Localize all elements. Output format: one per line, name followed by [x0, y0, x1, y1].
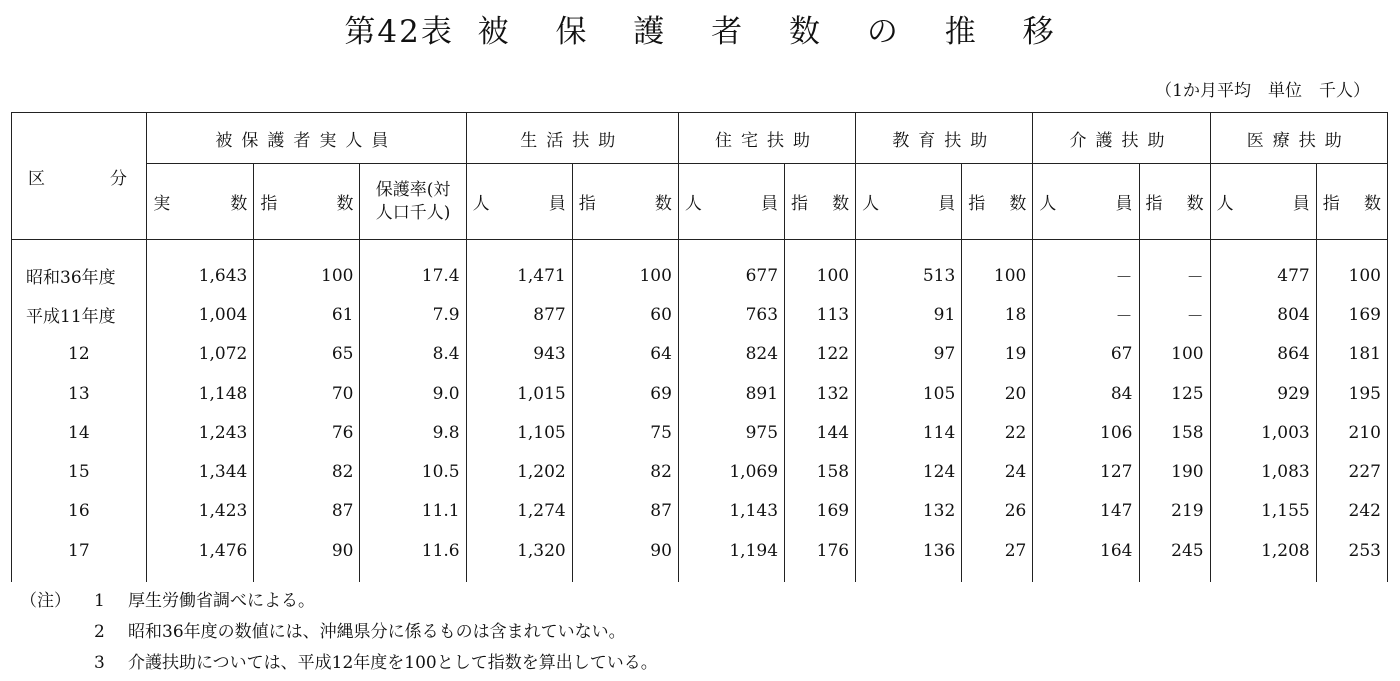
table-row [12, 531, 1388, 582]
header-rate: 保護率(対 人口千人) [360, 164, 466, 240]
table-cell: 190 [1139, 452, 1210, 491]
page-title [0, 6, 1400, 51]
row-label: 15 [12, 452, 147, 491]
row-label: 14 [12, 413, 147, 452]
table-row [12, 295, 1388, 334]
table-cell: 100 [1139, 335, 1210, 374]
table-cell: 864 [1210, 335, 1316, 374]
table-cell: 144 [785, 413, 856, 452]
table-cell: 124 [856, 452, 962, 491]
row-label: 平成11年度 [12, 295, 147, 334]
table-cell: 176 [785, 531, 856, 582]
header-group-iryo: 医療扶助 [1210, 113, 1387, 164]
row-label: 17 [12, 531, 147, 582]
table-cell: － [1139, 240, 1210, 296]
header-shisu: 指 数 [1316, 164, 1387, 240]
table-cell: 90 [254, 531, 360, 582]
table-cell: 929 [1210, 374, 1316, 413]
table-cell: 100 [785, 240, 856, 296]
table-cell: 1,069 [678, 452, 784, 491]
note-item: 2 昭和36年度の数値には、沖縄県分に係るものは含まれていない。 [94, 622, 626, 642]
row-label: 12 [12, 335, 147, 374]
notes [20, 586, 658, 679]
table-cell: 1,202 [466, 452, 572, 491]
unit-note: （1か月平均 単位 千人） [1155, 81, 1370, 101]
table-cell: 804 [1210, 295, 1316, 334]
table-cell: － [1139, 295, 1210, 334]
table-cell: 75 [572, 413, 678, 452]
table-cell: 136 [856, 531, 962, 582]
table-cell: 24 [962, 452, 1033, 491]
table-cell: 87 [572, 492, 678, 531]
table-cell: 1,083 [1210, 452, 1316, 491]
table-cell: 84 [1033, 374, 1139, 413]
table-cell: 253 [1316, 531, 1387, 582]
table-cell: 9.8 [360, 413, 466, 452]
table-cell: 106 [1033, 413, 1139, 452]
data-table [11, 112, 1388, 582]
table-cell: 132 [856, 492, 962, 531]
title-text: 被 保 護 者 数 の 推 移 [477, 14, 1056, 50]
table-cell: 100 [572, 240, 678, 296]
table-cell: 26 [962, 492, 1033, 531]
table-cell: 1,015 [466, 374, 572, 413]
table-cell: 7.9 [360, 295, 466, 334]
table-cell: 76 [254, 413, 360, 452]
table-cell: 242 [1316, 492, 1387, 531]
table-cell: 195 [1316, 374, 1387, 413]
table-cell: 22 [962, 413, 1033, 452]
table-cell: 1,004 [147, 295, 254, 334]
table-cell: 147 [1033, 492, 1139, 531]
table-row [12, 413, 1388, 452]
table-cell: － [1033, 240, 1139, 296]
table-cell: 1,643 [147, 240, 254, 296]
table-cell: 1,208 [1210, 531, 1316, 582]
table-cell: 1,148 [147, 374, 254, 413]
table-cell: 1,476 [147, 531, 254, 582]
table-cell: 1,423 [147, 492, 254, 531]
table-cell: 677 [678, 240, 784, 296]
table-cell: 27 [962, 531, 1033, 582]
table-cell: 1,471 [466, 240, 572, 296]
table-cell: 20 [962, 374, 1033, 413]
table-cell: 1,003 [1210, 413, 1316, 452]
table-cell: 82 [254, 452, 360, 491]
table-cell: 1,105 [466, 413, 572, 452]
table-cell: 122 [785, 335, 856, 374]
row-label: 16 [12, 492, 147, 531]
table-cell: 943 [466, 335, 572, 374]
table-cell: 69 [572, 374, 678, 413]
table-cell: 1,155 [1210, 492, 1316, 531]
table-row [12, 240, 1388, 296]
table-cell: 10.5 [360, 452, 466, 491]
table-cell: 100 [254, 240, 360, 296]
table-cell: 158 [785, 452, 856, 491]
table-cell: 8.4 [360, 335, 466, 374]
table-cell: 763 [678, 295, 784, 334]
header-jinin: 人 員 [466, 164, 572, 240]
table-cell: 82 [572, 452, 678, 491]
table-cell: 11.1 [360, 492, 466, 531]
table-body [12, 240, 1388, 583]
table-cell: 11.6 [360, 531, 466, 582]
table-cell: 67 [1033, 335, 1139, 374]
header-group-kyoiku: 教育扶助 [856, 113, 1033, 164]
table-cell: 100 [962, 240, 1033, 296]
table-cell: 70 [254, 374, 360, 413]
table-cell: 60 [572, 295, 678, 334]
table-cell: 210 [1316, 413, 1387, 452]
table-cell: 113 [785, 295, 856, 334]
table-row [12, 335, 1388, 374]
table-cell: 1,344 [147, 452, 254, 491]
header-shisu: 指 数 [572, 164, 678, 240]
table-cell: 158 [1139, 413, 1210, 452]
header-group-kaigo: 介護扶助 [1033, 113, 1210, 164]
header-shisu: 指 数 [962, 164, 1033, 240]
note-item: 3 介護扶助については、平成12年度を100として指数を算出している。 [94, 653, 658, 673]
row-label: 昭和36年度 [12, 240, 147, 296]
header-jinin: 人 員 [856, 164, 962, 240]
table-cell: 975 [678, 413, 784, 452]
table-cell: 513 [856, 240, 962, 296]
header-group-jitsujinin: 被保護者実人員 [147, 113, 466, 164]
header-jinin: 人 員 [678, 164, 784, 240]
table-cell: 97 [856, 335, 962, 374]
header-kubun: 区 分 [12, 113, 147, 240]
table-cell: 1,072 [147, 335, 254, 374]
table-cell: 245 [1139, 531, 1210, 582]
table-cell: 877 [466, 295, 572, 334]
table-cell: 114 [856, 413, 962, 452]
table-cell: 169 [1316, 295, 1387, 334]
table-cell: 91 [856, 295, 962, 334]
table-cell: 65 [254, 335, 360, 374]
header-jinin: 人 員 [1210, 164, 1316, 240]
table-cell: 64 [572, 335, 678, 374]
table-row [12, 452, 1388, 491]
header-jinin: 人 員 [1033, 164, 1139, 240]
header-shisu: 指 数 [254, 164, 360, 240]
table-cell: 227 [1316, 452, 1387, 491]
table-cell: 169 [785, 492, 856, 531]
table-row [12, 374, 1388, 413]
header-group-seikatsu: 生活扶助 [466, 113, 678, 164]
table-cell: 9.0 [360, 374, 466, 413]
table-cell: 18 [962, 295, 1033, 334]
table-cell: 127 [1033, 452, 1139, 491]
table-cell: 219 [1139, 492, 1210, 531]
table-row [12, 492, 1388, 531]
table-cell: 477 [1210, 240, 1316, 296]
table-cell: 824 [678, 335, 784, 374]
table-cell: 100 [1316, 240, 1387, 296]
table-cell: 19 [962, 335, 1033, 374]
row-label: 13 [12, 374, 147, 413]
table-cell: 891 [678, 374, 784, 413]
table-cell: 17.4 [360, 240, 466, 296]
table-cell: － [1033, 295, 1139, 334]
header-group-jutaku: 住宅扶助 [678, 113, 855, 164]
table-cell: 1,320 [466, 531, 572, 582]
table-cell: 105 [856, 374, 962, 413]
table-cell: 1,143 [678, 492, 784, 531]
table-cell: 1,274 [466, 492, 572, 531]
table-number: 第42表 [344, 14, 454, 50]
note-item: （注） 1 厚生労働省調べによる。 [20, 591, 315, 611]
table-cell: 125 [1139, 374, 1210, 413]
table-cell: 164 [1033, 531, 1139, 582]
table-cell: 181 [1316, 335, 1387, 374]
table-cell: 1,243 [147, 413, 254, 452]
table-cell: 1,194 [678, 531, 784, 582]
table-cell: 61 [254, 295, 360, 334]
header-jitsu: 実 数 [147, 164, 254, 240]
header-shisu: 指 数 [785, 164, 856, 240]
table-cell: 87 [254, 492, 360, 531]
table-cell: 90 [572, 531, 678, 582]
table-cell: 132 [785, 374, 856, 413]
header-shisu: 指 数 [1139, 164, 1210, 240]
